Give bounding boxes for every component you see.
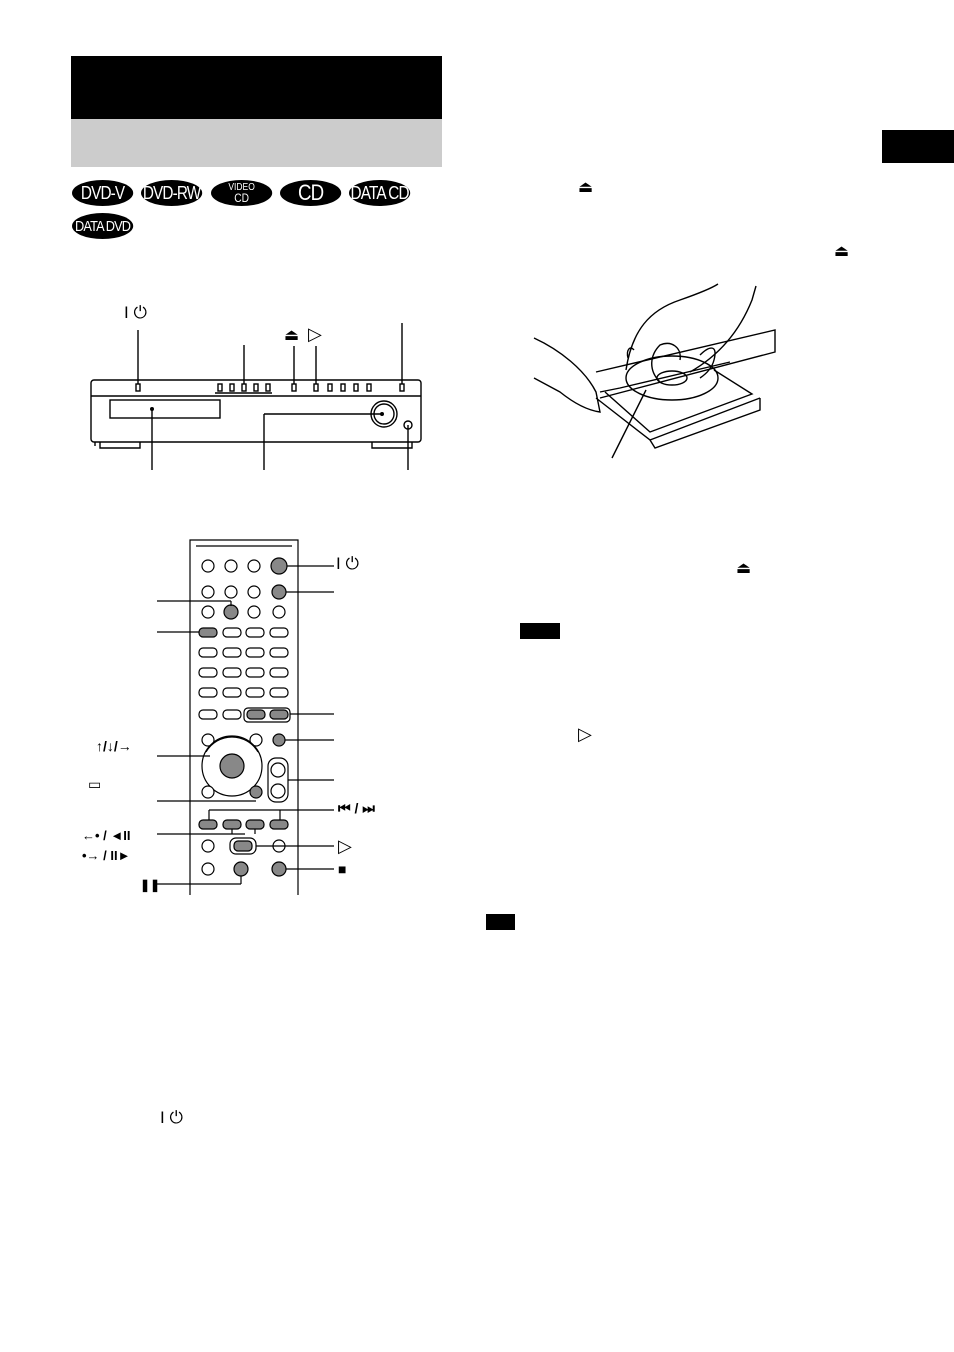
power-icon: I ⏻ [160,1108,183,1127]
pause-icon: ❚❚ [140,878,161,892]
skip-icon: ⏮ / ⏭ [338,800,375,816]
eject-icon: ⏏ [578,179,594,196]
power-icon: I ⏻ [124,303,147,322]
badge-cd: CD [280,180,341,206]
eject-icon: ⏏ [834,243,850,260]
play-icon: ▷ [338,836,352,856]
eject-icon: ⏏ [284,327,300,344]
badge-dvd-rw: DVD-RW [141,180,202,206]
eject-icon: ⏏ [736,560,752,577]
badge-data-dvd: DATA DVD [72,213,133,239]
badge-data-cd: DATA CD [349,180,410,206]
step-back-icon: ←• / ◄II [82,828,131,843]
play-icon: ▷ [308,324,322,344]
badge-video-cd-line1: VIDEO [228,182,255,193]
badge-dvd-v: DVD-V [72,180,133,206]
play-icon: ▷ [578,724,592,744]
menu-icon: ▭ [88,776,102,792]
step-forward-icon: •→ / II► [82,848,131,863]
power-icon: I ⏻ [336,554,359,573]
badge-video-cd-line2: CD [234,191,249,205]
stop-icon: ■ [338,861,347,877]
arrow-keys-label: ↑/↓/→ [96,738,132,754]
